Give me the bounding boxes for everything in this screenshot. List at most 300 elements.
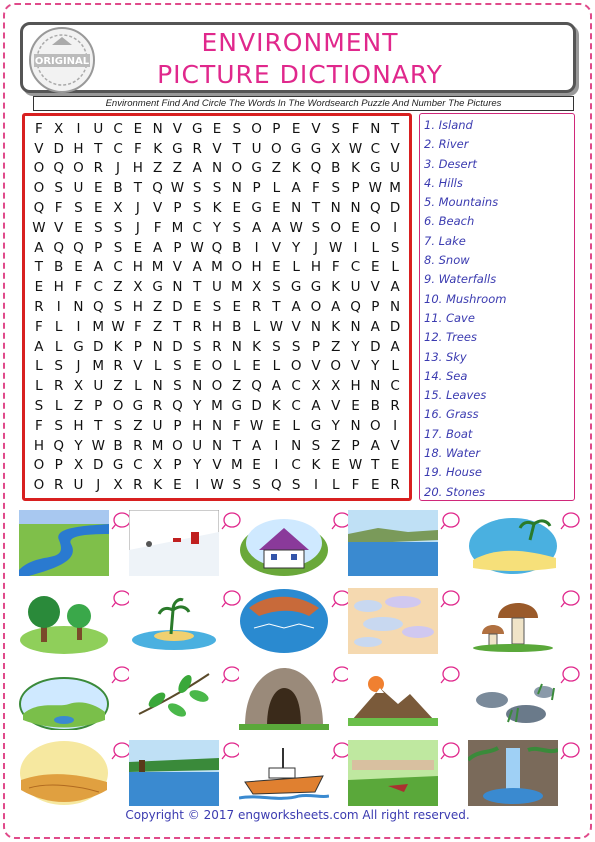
grid-letter[interactable]: O: [310, 298, 322, 315]
grid-letter[interactable]: U: [73, 180, 84, 197]
grid-letter[interactable]: O: [73, 160, 84, 177]
grid-letter[interactable]: O: [330, 219, 342, 236]
grid-letter[interactable]: N: [152, 338, 163, 355]
grid-letter[interactable]: S: [272, 279, 281, 296]
grid-letter[interactable]: N: [291, 437, 302, 454]
grid-letter[interactable]: Q: [73, 239, 84, 256]
grid-letter[interactable]: D: [370, 338, 381, 355]
grid-letter[interactable]: X: [311, 378, 321, 395]
grid-letter[interactable]: J: [135, 200, 140, 217]
grid-letter[interactable]: F: [35, 417, 43, 434]
grid-letter[interactable]: W: [348, 457, 363, 474]
grid-letter[interactable]: H: [350, 378, 361, 395]
grid-letter[interactable]: E: [192, 298, 202, 315]
grid-letter[interactable]: P: [54, 457, 63, 474]
grid-letter[interactable]: P: [351, 180, 360, 197]
grid-letter[interactable]: O: [33, 160, 45, 177]
grid-letter[interactable]: K: [331, 279, 341, 296]
grid-letter[interactable]: B: [113, 437, 123, 454]
grid-letter[interactable]: S: [192, 200, 202, 217]
grid-letter[interactable]: E: [272, 417, 281, 434]
grid-letter[interactable]: N: [73, 298, 84, 315]
grid-letter[interactable]: C: [291, 397, 301, 414]
grid-letter[interactable]: S: [232, 120, 242, 137]
grid-letter[interactable]: S: [113, 298, 123, 315]
grid-letter[interactable]: Z: [331, 437, 341, 454]
grid-letter[interactable]: K: [153, 140, 163, 157]
grid-letter[interactable]: P: [173, 200, 182, 217]
grid-letter[interactable]: C: [390, 378, 400, 395]
grid-letter[interactable]: Y: [193, 457, 202, 474]
grid-letter[interactable]: O: [172, 437, 183, 454]
grid-letter[interactable]: J: [313, 239, 318, 256]
grid-letter[interactable]: E: [232, 200, 242, 217]
grid-letter[interactable]: G: [112, 457, 124, 474]
grid-letter[interactable]: V: [370, 279, 380, 296]
grid-letter[interactable]: W: [269, 318, 284, 335]
grid-letter[interactable]: E: [272, 259, 281, 276]
grid-letter[interactable]: N: [152, 378, 163, 395]
grid-letter[interactable]: Q: [350, 298, 361, 315]
grid-letter[interactable]: V: [212, 457, 222, 474]
grid-letter[interactable]: G: [290, 140, 302, 157]
grid-letter[interactable]: S: [192, 180, 202, 197]
grid-letter[interactable]: B: [370, 397, 380, 414]
grid-letter[interactable]: E: [34, 279, 44, 296]
grid-letter[interactable]: Q: [172, 397, 183, 414]
grid-letter[interactable]: M: [211, 397, 223, 414]
grid-letter[interactable]: S: [232, 219, 242, 236]
grid-letter[interactable]: V: [34, 140, 44, 157]
grid-letter[interactable]: N: [172, 279, 183, 296]
grid-letter[interactable]: Y: [212, 219, 222, 236]
grid-letter[interactable]: I: [195, 477, 200, 494]
grid-letter[interactable]: L: [371, 239, 380, 256]
grid-letter[interactable]: H: [211, 318, 223, 335]
grid-letter[interactable]: Q: [152, 180, 163, 197]
grid-letter[interactable]: R: [34, 298, 44, 315]
grid-letter[interactable]: N: [231, 338, 242, 355]
grid-letter[interactable]: R: [93, 160, 103, 177]
grid-letter[interactable]: P: [371, 298, 380, 315]
grid-letter[interactable]: W: [32, 219, 46, 236]
grid-letter[interactable]: X: [54, 120, 64, 137]
grid-letter[interactable]: S: [331, 120, 341, 137]
grid-letter[interactable]: G: [310, 140, 322, 157]
grid-letter[interactable]: P: [94, 239, 103, 256]
grid-letter[interactable]: G: [152, 279, 163, 296]
grid-letter[interactable]: L: [272, 358, 281, 375]
number-bubble[interactable]: [221, 666, 241, 684]
grid-letter[interactable]: W: [289, 219, 303, 236]
number-bubble[interactable]: [560, 512, 580, 530]
grid-letter[interactable]: X: [153, 457, 163, 474]
grid-letter[interactable]: X: [113, 200, 123, 217]
grid-letter[interactable]: D: [93, 457, 104, 474]
grid-letter[interactable]: E: [212, 120, 222, 137]
grid-letter[interactable]: L: [134, 378, 142, 395]
grid-letter[interactable]: H: [251, 259, 262, 276]
grid-letter[interactable]: S: [113, 219, 123, 236]
grid-letter[interactable]: Y: [371, 358, 380, 375]
grid-letter[interactable]: M: [230, 457, 243, 474]
grid-letter[interactable]: H: [73, 417, 84, 434]
grid-letter[interactable]: K: [252, 338, 261, 355]
number-bubble[interactable]: [560, 590, 580, 608]
number-bubble[interactable]: [111, 512, 131, 530]
grid-letter[interactable]: K: [271, 397, 281, 414]
grid-letter[interactable]: W: [368, 180, 382, 197]
grid-letter[interactable]: A: [390, 279, 400, 296]
grid-letter[interactable]: E: [371, 477, 380, 494]
grid-letter[interactable]: V: [350, 358, 361, 375]
grid-letter[interactable]: X: [133, 279, 143, 296]
grid-letter[interactable]: G: [310, 417, 322, 434]
grid-letter[interactable]: S: [311, 219, 321, 236]
grid-letter[interactable]: E: [173, 477, 182, 494]
grid-letter[interactable]: A: [331, 298, 341, 315]
grid-letter[interactable]: B: [54, 259, 64, 276]
grid-letter[interactable]: F: [312, 180, 320, 197]
grid-letter[interactable]: N: [231, 180, 242, 197]
grid-letter[interactable]: Z: [331, 338, 341, 355]
grid-letter[interactable]: E: [192, 358, 202, 375]
grid-letter[interactable]: Q: [369, 200, 381, 217]
grid-letter[interactable]: Z: [153, 318, 163, 335]
grid-letter[interactable]: H: [73, 140, 84, 157]
grid-letter[interactable]: G: [310, 279, 322, 296]
grid-letter[interactable]: O: [330, 358, 342, 375]
grid-letter[interactable]: Q: [33, 200, 45, 217]
grid-letter[interactable]: R: [152, 397, 163, 414]
grid-letter[interactable]: B: [331, 160, 341, 177]
grid-letter[interactable]: T: [94, 140, 103, 157]
grid-letter[interactable]: J: [116, 160, 121, 177]
grid-letter[interactable]: C: [192, 219, 202, 236]
grid-letter[interactable]: R: [133, 477, 143, 494]
grid-letter[interactable]: E: [93, 180, 103, 197]
grid-letter[interactable]: N: [291, 200, 302, 217]
grid-letter[interactable]: C: [113, 120, 123, 137]
grid-letter[interactable]: S: [311, 437, 321, 454]
grid-letter[interactable]: C: [93, 279, 103, 296]
grid-letter[interactable]: S: [173, 378, 182, 395]
grid-letter[interactable]: E: [74, 259, 83, 276]
grid-letter[interactable]: A: [34, 239, 44, 256]
grid-letter[interactable]: N: [390, 298, 401, 315]
grid-letter[interactable]: X: [331, 140, 341, 157]
grid-letter[interactable]: F: [133, 318, 142, 335]
grid-letter[interactable]: L: [54, 397, 63, 414]
grid-letter[interactable]: S: [54, 358, 63, 375]
grid-letter[interactable]: Q: [211, 239, 223, 256]
grid-letter[interactable]: S: [252, 477, 261, 494]
grid-letter[interactable]: E: [252, 358, 261, 375]
grid-letter[interactable]: H: [192, 417, 203, 434]
grid-letter[interactable]: O: [33, 457, 45, 474]
grid-letter[interactable]: H: [132, 160, 143, 177]
grid-letter[interactable]: C: [291, 378, 301, 395]
grid-letter[interactable]: Z: [153, 298, 163, 315]
grid-letter[interactable]: P: [351, 437, 360, 454]
grid-letter[interactable]: R: [192, 318, 202, 335]
grid-letter[interactable]: D: [172, 298, 183, 315]
grid-letter[interactable]: C: [133, 457, 143, 474]
grid-letter[interactable]: T: [272, 298, 281, 315]
grid-letter[interactable]: K: [311, 457, 321, 474]
grid-letter[interactable]: Z: [73, 397, 84, 414]
grid-letter[interactable]: F: [35, 120, 43, 137]
grid-letter[interactable]: N: [211, 417, 223, 434]
grid-letter[interactable]: V: [172, 120, 183, 137]
grid-letter[interactable]: V: [172, 259, 183, 276]
grid-letter[interactable]: A: [370, 318, 380, 335]
grid-letter[interactable]: L: [272, 180, 281, 197]
grid-letter[interactable]: W: [348, 140, 363, 157]
grid-letter[interactable]: E: [232, 298, 242, 315]
grid-letter[interactable]: T: [311, 200, 321, 217]
grid-letter[interactable]: M: [389, 180, 401, 197]
grid-letter[interactable]: V: [311, 358, 321, 375]
grid-letter[interactable]: L: [391, 358, 399, 375]
grid-letter[interactable]: Q: [271, 477, 282, 494]
grid-letter[interactable]: Z: [153, 160, 163, 177]
grid-letter[interactable]: S: [291, 338, 301, 355]
grid-letter[interactable]: O: [33, 477, 45, 494]
grid-letter[interactable]: F: [232, 417, 241, 434]
grid-letter[interactable]: P: [94, 397, 103, 414]
grid-letter[interactable]: O: [369, 219, 381, 236]
grid-letter[interactable]: S: [113, 417, 123, 434]
grid-letter[interactable]: J: [96, 477, 101, 494]
grid-letter[interactable]: O: [33, 180, 45, 197]
grid-letter[interactable]: D: [172, 338, 183, 355]
grid-letter[interactable]: W: [91, 437, 105, 454]
grid-letter[interactable]: O: [251, 120, 262, 137]
grid-letter[interactable]: F: [351, 477, 360, 494]
grid-letter[interactable]: M: [92, 358, 105, 375]
grid-letter[interactable]: C: [350, 259, 361, 276]
grid-letter[interactable]: A: [291, 298, 301, 315]
grid-letter[interactable]: V: [212, 140, 222, 157]
grid-letter[interactable]: U: [192, 437, 203, 454]
grid-letter[interactable]: G: [172, 140, 183, 157]
number-bubble[interactable]: [111, 666, 131, 684]
grid-letter[interactable]: E: [133, 239, 143, 256]
grid-letter[interactable]: K: [212, 200, 222, 217]
grid-letter[interactable]: S: [74, 200, 83, 217]
grid-letter[interactable]: Z: [232, 378, 242, 395]
grid-letter[interactable]: I: [274, 437, 279, 454]
grid-letter[interactable]: S: [113, 239, 123, 256]
grid-letter[interactable]: O: [112, 397, 124, 414]
grid-letter[interactable]: Y: [292, 239, 301, 256]
grid-letter[interactable]: M: [151, 259, 164, 276]
grid-letter[interactable]: S: [331, 180, 341, 197]
grid-letter[interactable]: T: [133, 180, 142, 197]
grid-letter[interactable]: O: [290, 358, 302, 375]
grid-letter[interactable]: R: [390, 477, 400, 494]
grid-letter[interactable]: A: [192, 160, 202, 177]
grid-letter[interactable]: T: [232, 140, 241, 157]
grid-letter[interactable]: T: [193, 279, 202, 296]
grid-letter[interactable]: G: [73, 338, 84, 355]
grid-letter[interactable]: T: [371, 457, 380, 474]
grid-letter[interactable]: A: [390, 338, 400, 355]
grid-letter[interactable]: W: [111, 318, 125, 335]
grid-letter[interactable]: P: [252, 180, 261, 197]
grid-letter[interactable]: Z: [133, 417, 143, 434]
grid-letter[interactable]: G: [251, 160, 262, 177]
grid-letter[interactable]: U: [390, 160, 401, 177]
grid-letter[interactable]: S: [232, 477, 242, 494]
grid-letter[interactable]: M: [92, 318, 105, 335]
grid-letter[interactable]: T: [173, 318, 182, 335]
grid-letter[interactable]: U: [251, 140, 262, 157]
grid-letter[interactable]: W: [249, 417, 264, 434]
grid-letter[interactable]: L: [391, 259, 399, 276]
grid-letter[interactable]: X: [331, 378, 341, 395]
number-bubble[interactable]: [440, 742, 460, 760]
grid-letter[interactable]: M: [171, 219, 184, 236]
grid-letter[interactable]: S: [54, 417, 63, 434]
grid-letter[interactable]: A: [251, 219, 262, 236]
grid-letter[interactable]: Y: [193, 397, 202, 414]
number-bubble[interactable]: [560, 742, 580, 760]
grid-letter[interactable]: X: [251, 279, 262, 296]
grid-letter[interactable]: I: [56, 298, 61, 315]
grid-letter[interactable]: S: [212, 298, 222, 315]
grid-letter[interactable]: N: [370, 378, 381, 395]
grid-letter[interactable]: I: [313, 477, 318, 494]
grid-letter[interactable]: N: [192, 378, 203, 395]
grid-letter[interactable]: L: [153, 358, 162, 375]
grid-letter[interactable]: K: [113, 338, 123, 355]
grid-letter[interactable]: Z: [113, 378, 123, 395]
grid-letter[interactable]: L: [331, 477, 340, 494]
grid-letter[interactable]: A: [34, 338, 44, 355]
grid-letter[interactable]: V: [390, 140, 400, 157]
grid-letter[interactable]: I: [393, 219, 398, 236]
grid-letter[interactable]: M: [151, 437, 164, 454]
grid-letter[interactable]: V: [54, 219, 64, 236]
grid-letter[interactable]: I: [393, 417, 398, 434]
grid-letter[interactable]: Q: [53, 437, 64, 454]
grid-letter[interactable]: U: [350, 279, 361, 296]
grid-letter[interactable]: X: [73, 457, 84, 474]
grid-letter[interactable]: A: [153, 239, 163, 256]
grid-letter[interactable]: E: [93, 200, 103, 217]
grid-letter[interactable]: N: [350, 417, 361, 434]
grid-letter[interactable]: T: [94, 417, 103, 434]
grid-letter[interactable]: B: [113, 180, 123, 197]
grid-letter[interactable]: L: [35, 358, 43, 375]
grid-letter[interactable]: A: [311, 397, 321, 414]
grid-letter[interactable]: V: [331, 397, 341, 414]
grid-letter[interactable]: S: [272, 338, 281, 355]
grid-letter[interactable]: A: [251, 437, 262, 454]
grid-letter[interactable]: N: [211, 160, 223, 177]
grid-letter[interactable]: Q: [53, 160, 64, 177]
grid-letter[interactable]: R: [53, 477, 64, 494]
grid-letter[interactable]: V: [271, 239, 281, 256]
grid-letter[interactable]: D: [53, 140, 64, 157]
grid-letter[interactable]: M: [230, 279, 243, 296]
grid-letter[interactable]: N: [211, 437, 223, 454]
grid-letter[interactable]: N: [370, 120, 381, 137]
grid-letter[interactable]: R: [53, 378, 64, 395]
grid-letter[interactable]: G: [251, 200, 262, 217]
grid-letter[interactable]: G: [132, 397, 144, 414]
grid-letter[interactable]: D: [389, 200, 401, 217]
grid-letter[interactable]: Q: [310, 160, 322, 177]
grid-letter[interactable]: S: [173, 358, 182, 375]
grid-letter[interactable]: F: [351, 120, 360, 137]
grid-letter[interactable]: P: [311, 338, 321, 355]
grid-letter[interactable]: W: [210, 477, 224, 494]
grid-letter[interactable]: D: [389, 318, 401, 335]
grid-letter[interactable]: S: [93, 219, 103, 236]
grid-letter[interactable]: H: [132, 259, 143, 276]
grid-letter[interactable]: P: [173, 417, 182, 434]
grid-letter[interactable]: P: [272, 120, 281, 137]
grid-letter[interactable]: L: [252, 318, 261, 335]
grid-letter[interactable]: C: [370, 140, 381, 157]
grid-letter[interactable]: Z: [172, 160, 183, 177]
grid-letter[interactable]: S: [291, 477, 301, 494]
grid-letter[interactable]: I: [76, 318, 81, 335]
grid-letter[interactable]: O: [271, 140, 282, 157]
grid-letter[interactable]: V: [153, 200, 163, 217]
grid-letter[interactable]: I: [254, 239, 259, 256]
grid-letter[interactable]: W: [190, 239, 204, 256]
grid-letter[interactable]: X: [73, 378, 84, 395]
grid-letter[interactable]: E: [133, 120, 143, 137]
grid-letter[interactable]: L: [292, 259, 300, 276]
grid-letter[interactable]: R: [212, 338, 222, 355]
grid-letter[interactable]: Z: [271, 160, 281, 177]
grid-letter[interactable]: Q: [251, 378, 262, 395]
grid-letter[interactable]: A: [271, 378, 281, 395]
grid-letter[interactable]: J: [135, 219, 140, 236]
grid-letter[interactable]: P: [133, 338, 142, 355]
grid-letter[interactable]: F: [153, 219, 162, 236]
grid-letter[interactable]: A: [192, 259, 202, 276]
number-bubble[interactable]: [440, 590, 460, 608]
grid-letter[interactable]: R: [113, 358, 123, 375]
grid-letter[interactable]: E: [371, 259, 380, 276]
grid-letter[interactable]: I: [353, 239, 358, 256]
grid-letter[interactable]: K: [153, 477, 163, 494]
grid-letter[interactable]: U: [152, 417, 163, 434]
grid-letter[interactable]: H: [132, 298, 143, 315]
grid-letter[interactable]: P: [173, 239, 182, 256]
number-bubble[interactable]: [111, 742, 131, 760]
grid-letter[interactable]: E: [390, 457, 400, 474]
grid-letter[interactable]: C: [113, 140, 123, 157]
grid-letter[interactable]: U: [73, 477, 84, 494]
grid-letter[interactable]: E: [291, 120, 301, 137]
grid-letter[interactable]: L: [54, 338, 63, 355]
grid-letter[interactable]: K: [351, 160, 360, 177]
grid-letter[interactable]: S: [34, 397, 44, 414]
grid-letter[interactable]: F: [74, 279, 83, 296]
grid-letter[interactable]: N: [350, 318, 361, 335]
grid-letter[interactable]: S: [192, 338, 202, 355]
number-bubble[interactable]: [440, 666, 460, 684]
grid-letter[interactable]: V: [291, 318, 301, 335]
grid-letter[interactable]: L: [233, 358, 241, 375]
